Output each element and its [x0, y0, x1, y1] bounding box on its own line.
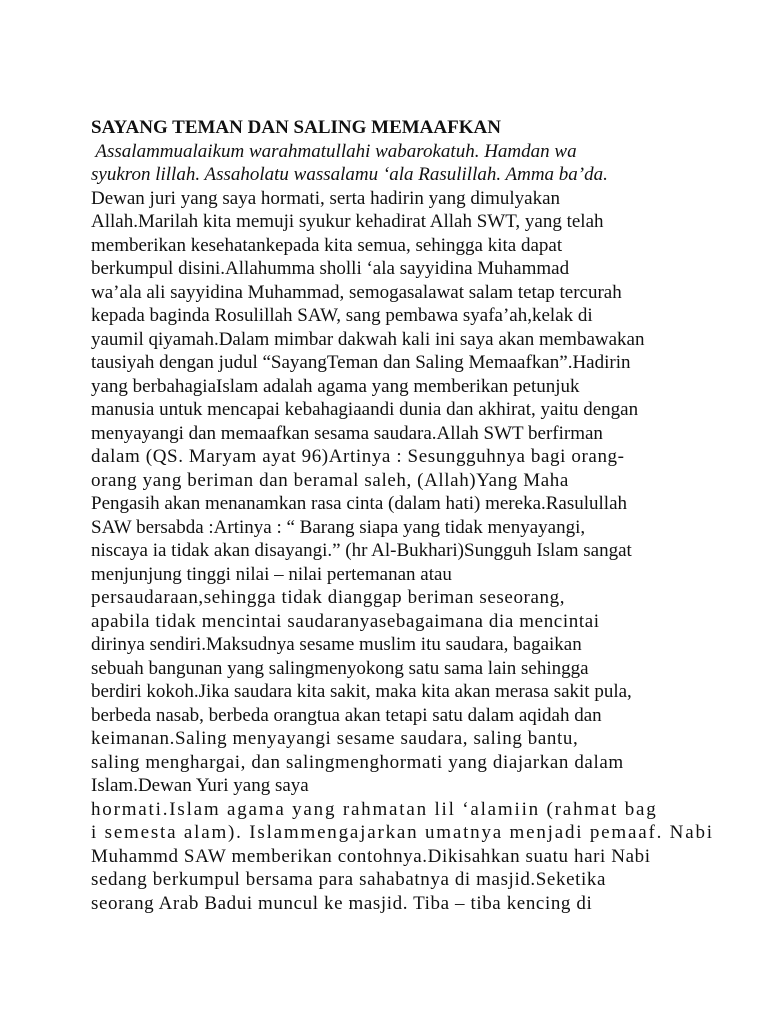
body-line: Allah.Marilah kita memuji syukur kehadirat Allah SWT, yang telah	[91, 211, 604, 232]
body-line: SAW bersabda :Artinya : “ Barang siapa yang tidak menyayangi,	[91, 516, 586, 538]
body-line: menjunjung tinggi nilai – nilai pertemanan atau	[91, 563, 452, 585]
body-line: wa’ala ali sayyidina Muhammad, semogasalawat salam tetap tercurah	[91, 281, 622, 303]
body-line: sebuah bangunan yang salingmenyokong satu sama lain sehingga	[91, 657, 589, 679]
body-line: Muhammd SAW memberikan contohnya.Dikisahkan suatu hari Nabi	[91, 845, 651, 867]
body-line: yaumil qiyamah.Dalam mimbar dakwah kali ini saya akan membawakan	[91, 328, 645, 350]
body-line: memberikan kesehatankepada kita semua, sehingga kita dapat	[91, 234, 563, 256]
body-line: menyayangi dan memaafkan sesama saudara.Allah SWT berfirman	[91, 422, 603, 444]
body-line: berkumpul disini.Allahumma sholli ‘ala sayyidina Muhammad	[91, 258, 570, 279]
body-line: persaudaraan,sehingga tidak dianggap beriman seseorang,	[91, 587, 566, 608]
body-line: orang yang beriman dan beramal saleh, (Allah)Yang Maha	[91, 469, 569, 491]
body-line: Pengasih akan menanamkan rasa cinta (dalam hati) mereka.Rasulullah	[91, 493, 628, 514]
document-body	[91, 116, 714, 915]
body-line: sedang berkumpul bersama para sahabatnya di masjid.Seketika	[91, 869, 606, 890]
body-line: niscaya ia tidak akan disayangi.” (hr Al-Bukhari)Sungguh Islam sangat	[91, 540, 632, 561]
body-line: seorang Arab Badui muncul ke masjid. Tiba – tiba kencing di	[91, 892, 593, 914]
document-title: SAYANG TEMAN DAN SALING MEMAAFKAN	[91, 117, 501, 138]
body-line: Islam.Dewan Yuri yang saya	[91, 775, 309, 796]
body-line: hormati.Islam agama yang rahmatan lil ‘alamiin (rahmat bag	[91, 798, 658, 820]
body-line: i semesta alam). Islammengajarkan umatnya menjadi pemaaf. Nabi	[91, 822, 714, 843]
body-line: dirinya sendiri.Maksudnya sesame muslim itu saudara, bagaikan	[91, 634, 582, 655]
body-line: syukron lillah. Assaholatu wassalamu ‘ala Rasulillah. Amma ba’da.	[91, 164, 608, 185]
body-line: tausiyah dengan judul “SayangTeman dan Saling Memaafkan”.Hadirin	[91, 352, 631, 373]
body-line: saling menghargai, dan salingmenghormati yang diajarkan dalam	[91, 751, 624, 773]
body-line: kepada baginda Rosulillah SAW, sang pembawa syafa’ah,kelak di	[91, 305, 593, 326]
body-line: Dewan juri yang saya hormati, serta hadirin yang dimulyakan	[91, 187, 561, 209]
body-line: yang berbahagiaIslam adalah agama yang memberikan petunjuk	[91, 375, 580, 397]
body-line: dalam (QS. Maryam ayat 96)Artinya : Sesungguhnya bagi orang-	[91, 446, 625, 467]
body-line: manusia untuk mencapai kebahagiaandi dunia dan akhirat, yaitu dengan	[91, 399, 639, 420]
body-line: berbeda nasab, berbeda orangtua akan tetapi satu dalam aqidah dan	[91, 704, 602, 726]
body-line: apabila tidak mencintai saudaranyasebagaimana dia mencintai	[91, 610, 600, 632]
body-line: berdiri kokoh.Jika saudara kita sakit, maka kita akan merasa sakit pula,	[91, 681, 632, 702]
body-line: Assalammualaikum warahmatullahi wabarokatuh. Hamdan wa	[91, 140, 577, 162]
body-line: keimanan.Saling menyayangi sesame saudara, saling bantu,	[91, 728, 579, 749]
